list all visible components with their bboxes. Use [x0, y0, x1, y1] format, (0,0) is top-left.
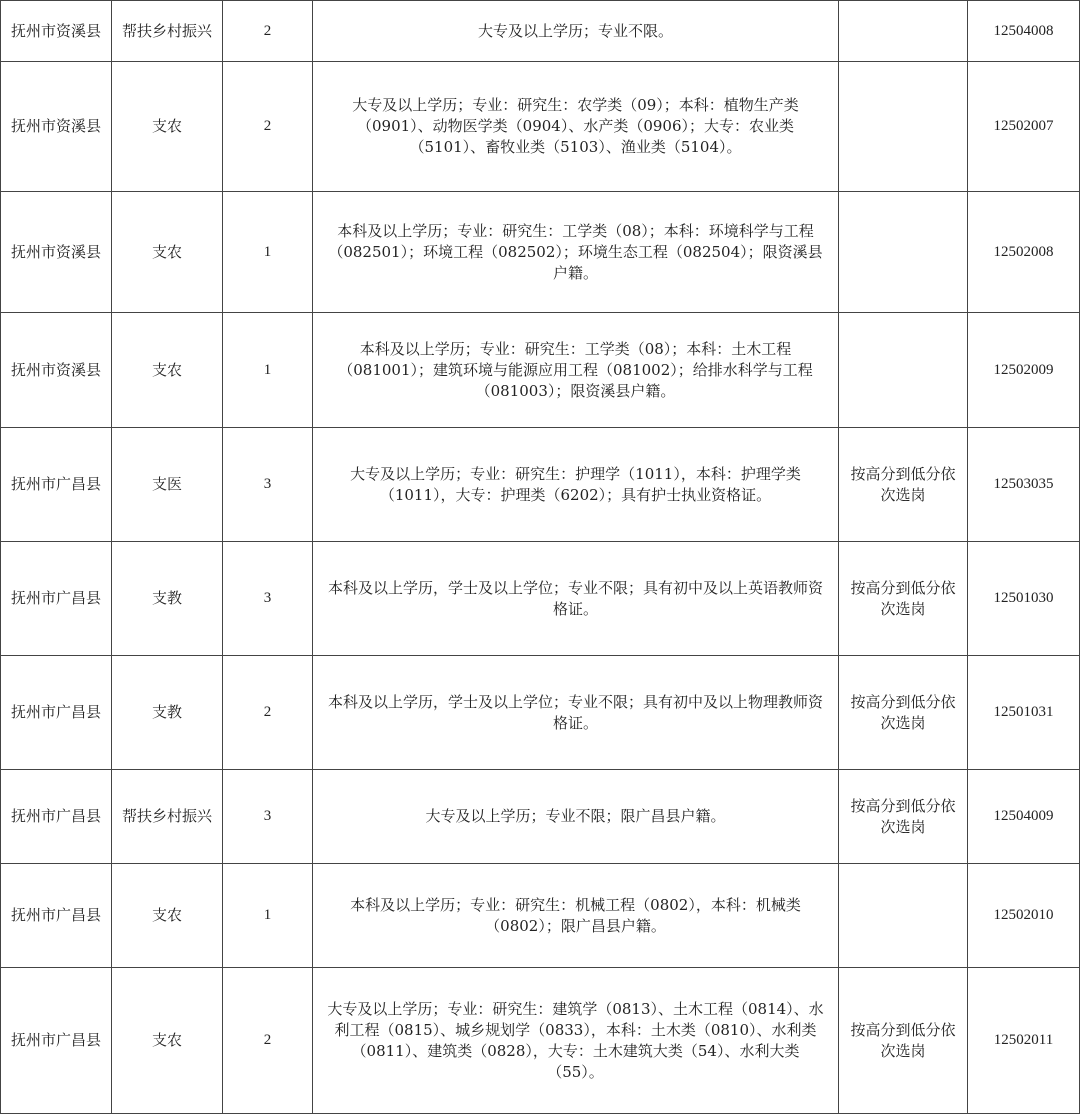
count-cell: 1: [223, 313, 313, 428]
category-cell: 支教: [112, 542, 223, 656]
table-row: [1, 1, 1080, 62]
requirement-cell: 大专及以上学历；专业不限。: [313, 1, 839, 62]
note-cell: [839, 1, 968, 62]
region-cell: 抚州市广昌县: [1, 656, 112, 770]
region-cell: 抚州市资溪县: [1, 1, 112, 62]
region-cell: 抚州市资溪县: [1, 62, 112, 192]
count-cell: 3: [223, 542, 313, 656]
category-cell: 支农: [112, 62, 223, 192]
category-cell: 帮扶乡村振兴: [112, 770, 223, 864]
count-cell: 2: [223, 1, 313, 62]
category-cell: 支农: [112, 864, 223, 968]
category-cell: 支教: [112, 656, 223, 770]
region-cell: 抚州市资溪县: [1, 313, 112, 428]
requirement-cell: 大专及以上学历；专业：研究生：建筑学（0813）、土木工程（0814）、水利工程（0815）、城乡规划学（0833），本科：土木类（0810）、水利类（0811）、建筑类（0828），大专：土木建筑大类（54）、水利大类（55）。: [313, 968, 839, 1114]
count-cell: 3: [223, 428, 313, 542]
requirement-cell: 本科及以上学历；专业：研究生：工学类（08）；本科：土木工程（081001）；建筑环境与能源应用工程（081002）；给排水科学与工程（081003）；限资溪县户籍。: [313, 313, 839, 428]
requirement-cell: 大专及以上学历；专业：研究生：农学类（09）；本科：植物生产类（0901）、动物医学类（0904）、水产类（0906）；大专：农业类（5101）、畜牧业类（5103）、渔业类（5104）。: [313, 62, 839, 192]
code-cell: 12503035: [968, 428, 1080, 542]
category-cell: 支农: [112, 313, 223, 428]
note-cell: [839, 864, 968, 968]
requirement-cell: 本科及以上学历，学士及以上学位；专业不限；具有初中及以上英语教师资格证。: [313, 542, 839, 656]
requirement-cell: 本科及以上学历；专业：研究生：机械工程（0802），本科：机械类（0802）；限广昌县户籍。: [313, 864, 839, 968]
requirement-cell: 本科及以上学历，学士及以上学位；专业不限；具有初中及以上物理教师资格证。: [313, 656, 839, 770]
note-cell: [839, 313, 968, 428]
category-cell: 支农: [112, 192, 223, 313]
requirement-cell: 本科及以上学历；专业：研究生：工学类（08）；本科：环境科学与工程（082501）；环境工程（082502）；环境生态工程（082504）；限资溪县户籍。: [313, 192, 839, 313]
table-row: [1, 192, 1080, 313]
count-cell: 2: [223, 656, 313, 770]
category-cell: 支农: [112, 968, 223, 1114]
region-cell: 抚州市广昌县: [1, 770, 112, 864]
table-row: [1, 313, 1080, 428]
table-row: [1, 864, 1080, 968]
table-row: [1, 656, 1080, 770]
code-cell: 12501030: [968, 542, 1080, 656]
note-cell: 按高分到低分依次选岗: [839, 770, 968, 864]
region-cell: 抚州市广昌县: [1, 542, 112, 656]
code-cell: 12502010: [968, 864, 1080, 968]
code-cell: 12502009: [968, 313, 1080, 428]
count-cell: 1: [223, 192, 313, 313]
table-row: [1, 770, 1080, 864]
note-cell: 按高分到低分依次选岗: [839, 542, 968, 656]
requirement-cell: 大专及以上学历；专业：研究生：护理学（1011），本科：护理学类（1011），大专：护理类（6202）；具有护士执业资格证。: [313, 428, 839, 542]
requirement-cell: 大专及以上学历；专业不限；限广昌县户籍。: [313, 770, 839, 864]
table-row: [1, 428, 1080, 542]
table-row: [1, 542, 1080, 656]
count-cell: 2: [223, 968, 313, 1114]
count-cell: 1: [223, 864, 313, 968]
table-row: [1, 968, 1080, 1114]
note-cell: [839, 62, 968, 192]
category-cell: 支医: [112, 428, 223, 542]
region-cell: 抚州市广昌县: [1, 428, 112, 542]
code-cell: 12501031: [968, 656, 1080, 770]
count-cell: 2: [223, 62, 313, 192]
category-cell: 帮扶乡村振兴: [112, 1, 223, 62]
note-cell: 按高分到低分依次选岗: [839, 428, 968, 542]
region-cell: 抚州市广昌县: [1, 968, 112, 1114]
code-cell: 12504008: [968, 1, 1080, 62]
code-cell: 12504009: [968, 770, 1080, 864]
region-cell: 抚州市广昌县: [1, 864, 112, 968]
note-cell: 按高分到低分依次选岗: [839, 656, 968, 770]
code-cell: 12502011: [968, 968, 1080, 1114]
region-cell: 抚州市资溪县: [1, 192, 112, 313]
code-cell: 12502008: [968, 192, 1080, 313]
table-row: [1, 62, 1080, 192]
note-cell: 按高分到低分依次选岗: [839, 968, 968, 1114]
note-cell: [839, 192, 968, 313]
count-cell: 3: [223, 770, 313, 864]
code-cell: 12502007: [968, 62, 1080, 192]
